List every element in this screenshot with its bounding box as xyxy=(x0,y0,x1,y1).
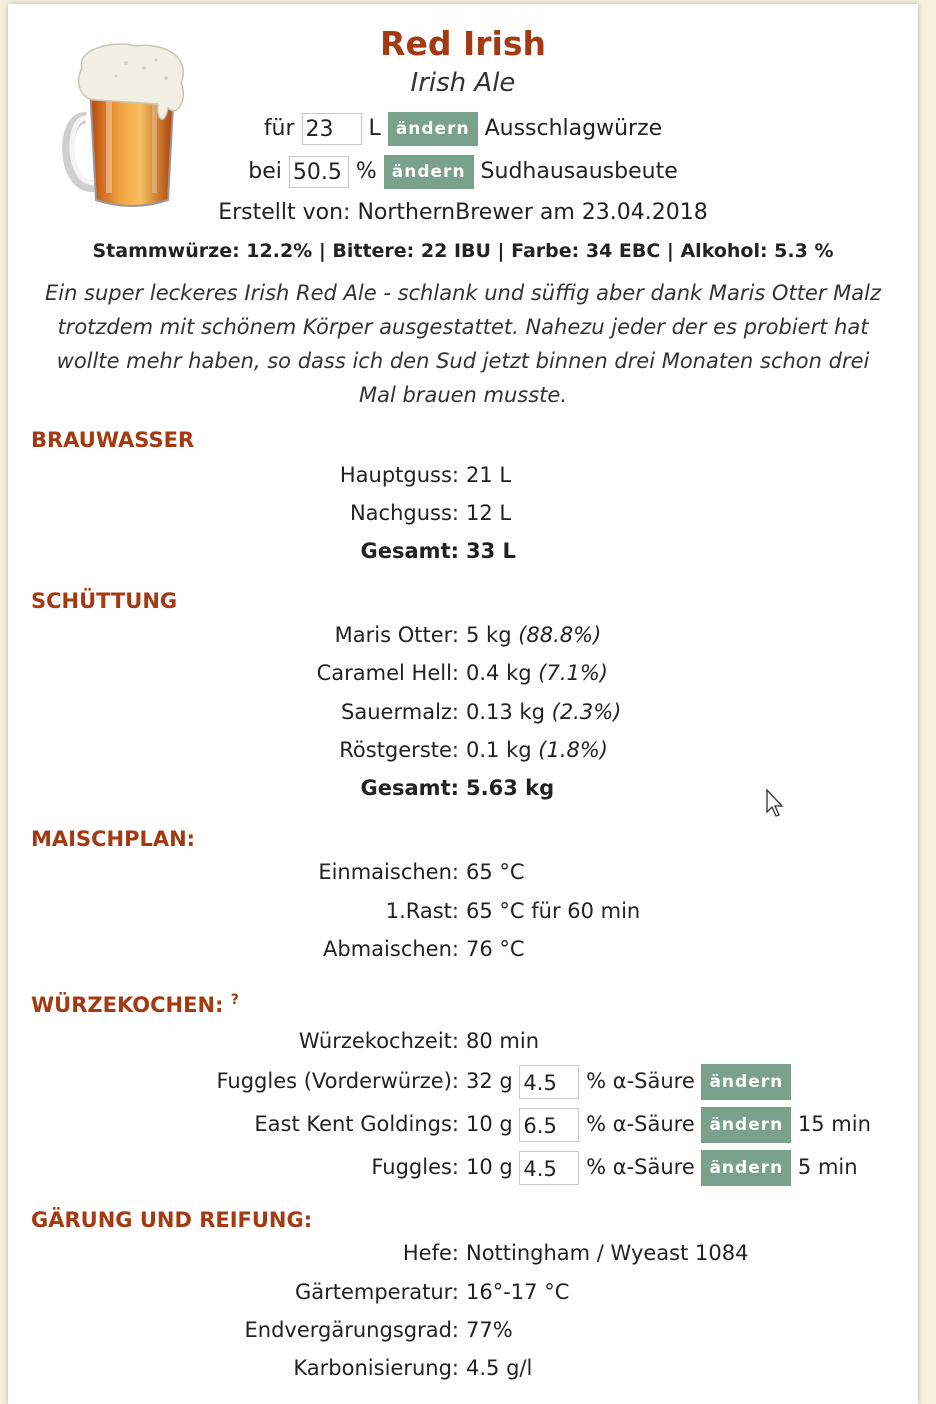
boil-time-label: Würzekochzeit: xyxy=(298,1029,459,1053)
malt-row xyxy=(8,695,918,729)
fermentation-row xyxy=(8,1351,918,1385)
malt-row xyxy=(8,733,918,767)
mash-value: 76 °C xyxy=(466,937,525,961)
volume-unit: L xyxy=(368,116,381,141)
fermentation-row xyxy=(8,1313,918,1347)
fermentation-value: 77% xyxy=(466,1318,513,1342)
mash-row xyxy=(8,932,918,966)
hop-amount: 10 g xyxy=(466,1112,513,1136)
mash-label: Abmaischen: xyxy=(323,937,459,961)
fermentation-value: Nottingham / Wyeast 1084 xyxy=(466,1241,749,1265)
hop-label: East Kent Goldings: xyxy=(254,1112,459,1136)
water-value: 33 L xyxy=(466,539,516,563)
hop-alpha-input[interactable]: 4.5 xyxy=(519,1065,579,1099)
mash-row xyxy=(8,855,918,889)
hop-time: 5 min xyxy=(797,1155,858,1179)
volume-input[interactable]: 23 xyxy=(302,113,362,145)
mouse-cursor-icon xyxy=(765,788,785,818)
mash-value: 65 °C für 60 min xyxy=(466,899,641,923)
hop-row xyxy=(8,1150,918,1184)
recipe-style: Irish Ale xyxy=(410,68,516,98)
hop-amount: 10 g xyxy=(466,1155,513,1179)
water-value: 21 L xyxy=(466,463,512,487)
malt-percent: (1.8%) xyxy=(538,738,609,762)
fermentation-label: Karbonisierung: xyxy=(293,1356,459,1380)
volume-suffix: Ausschlagwürze xyxy=(484,116,663,141)
help-icon[interactable]: ? xyxy=(230,992,239,1008)
malt-label: Gesamt: xyxy=(360,776,459,800)
recipe-stats: Stammwürze: 12.2% | Bittere: 22 IBU | Farbe: 34 EBC | Alkohol: 5.3 % xyxy=(92,240,834,262)
section-maischplan: MAISCHPLAN: xyxy=(31,827,196,851)
section-brauwasser: BRAUWASSER xyxy=(31,428,195,452)
hop-change-button[interactable]: ändern xyxy=(701,1064,791,1100)
hop-alpha-label: % α-Säure xyxy=(586,1112,695,1136)
efficiency-suffix: Sudhausausbeute xyxy=(480,159,678,184)
recipe-description: Ein super leckeres Irish Red Ale - schlank und süffig aber dank Maris Otter Malz trotzdem mit schönem Körper ausgestattet. Nahezu jeder der es probiert hat wollte mehr haben, so dass ich den Sud jetzt binnen drei Monaten schon drei Mal brauen musste. xyxy=(44,281,882,407)
hop-row xyxy=(8,1064,918,1098)
malt-amount: 0.1 kg xyxy=(466,738,532,762)
malt-amount: 5.63 kg xyxy=(466,776,555,800)
water-label: Hauptguss: xyxy=(339,463,459,487)
hop-alpha-input[interactable]: 4.5 xyxy=(519,1151,579,1185)
hop-change-button[interactable]: ändern xyxy=(701,1150,791,1186)
water-row xyxy=(8,458,918,492)
malt-label: Sauermalz: xyxy=(341,700,459,724)
recipe-title: Red Irish xyxy=(380,24,546,63)
fermentation-row xyxy=(8,1236,918,1270)
fermentation-label: Hefe: xyxy=(402,1241,459,1265)
boil-heading: WÜRZEKOCHEN: xyxy=(31,993,224,1017)
water-label: Nachguss: xyxy=(349,501,459,525)
hop-alpha-input[interactable]: 6.5 xyxy=(519,1108,579,1142)
mash-row xyxy=(8,894,918,928)
hop-time: 15 min xyxy=(797,1112,871,1136)
boil-time-value: 80 min xyxy=(466,1029,539,1053)
boil-time-row xyxy=(8,1024,918,1058)
malt-percent: (2.3%) xyxy=(551,700,622,724)
water-label: Gesamt: xyxy=(360,539,459,563)
hop-alpha-label: % α-Säure xyxy=(586,1069,695,1093)
mash-label: 1.Rast: xyxy=(385,899,459,923)
section-schuettung: SCHÜTTUNG xyxy=(31,589,178,613)
malt-label: Maris Otter: xyxy=(334,623,459,647)
efficiency-unit: % xyxy=(355,159,377,184)
mash-value: 65 °C xyxy=(466,860,525,884)
fermentation-label: Gärtemperatur: xyxy=(294,1280,459,1304)
water-total-row xyxy=(8,534,918,568)
malt-percent: (7.1%) xyxy=(538,661,609,685)
efficiency-input[interactable]: 50.5 xyxy=(289,156,349,188)
malt-amount: 0.13 kg xyxy=(466,700,545,724)
malt-percent: (88.8%) xyxy=(518,623,602,647)
malt-amount: 0.4 kg xyxy=(466,661,532,685)
created-by: Erstellt von: NorthernBrewer am 23.04.2018 xyxy=(218,200,708,225)
fermentation-value: 4.5 g/l xyxy=(466,1356,533,1380)
section-gaerung: GÄRUNG UND REIFUNG: xyxy=(31,1208,313,1232)
malt-row xyxy=(8,656,918,690)
hop-row xyxy=(8,1107,918,1141)
water-row xyxy=(8,496,918,530)
volume-change-button[interactable]: ändern xyxy=(388,112,478,146)
malt-label: Röstgerste: xyxy=(339,738,459,762)
recipe-card xyxy=(8,4,918,1404)
hop-alpha-label: % α-Säure xyxy=(586,1155,695,1179)
volume-prefix: für xyxy=(263,116,295,141)
malt-amount: 5 kg xyxy=(466,623,512,647)
malt-label: Caramel Hell: xyxy=(316,661,459,685)
fermentation-row xyxy=(8,1275,918,1309)
efficiency-line xyxy=(8,155,918,189)
volume-line xyxy=(8,112,918,146)
mash-label: Einmaischen: xyxy=(318,860,459,884)
fermentation-label: Endvergärungsgrad: xyxy=(244,1318,459,1342)
hop-change-button[interactable]: ändern xyxy=(701,1107,791,1143)
hop-label: Fuggles (Vorderwürze): xyxy=(216,1069,459,1093)
efficiency-change-button[interactable]: ändern xyxy=(384,155,474,189)
malt-row xyxy=(8,618,918,652)
water-value: 12 L xyxy=(466,501,512,525)
efficiency-prefix: bei xyxy=(248,159,282,184)
hop-amount: 32 g xyxy=(466,1069,513,1093)
hop-label: Fuggles: xyxy=(371,1155,459,1179)
fermentation-value: 16°-17 °C xyxy=(466,1280,570,1304)
section-wuerzekochen xyxy=(31,992,239,1017)
